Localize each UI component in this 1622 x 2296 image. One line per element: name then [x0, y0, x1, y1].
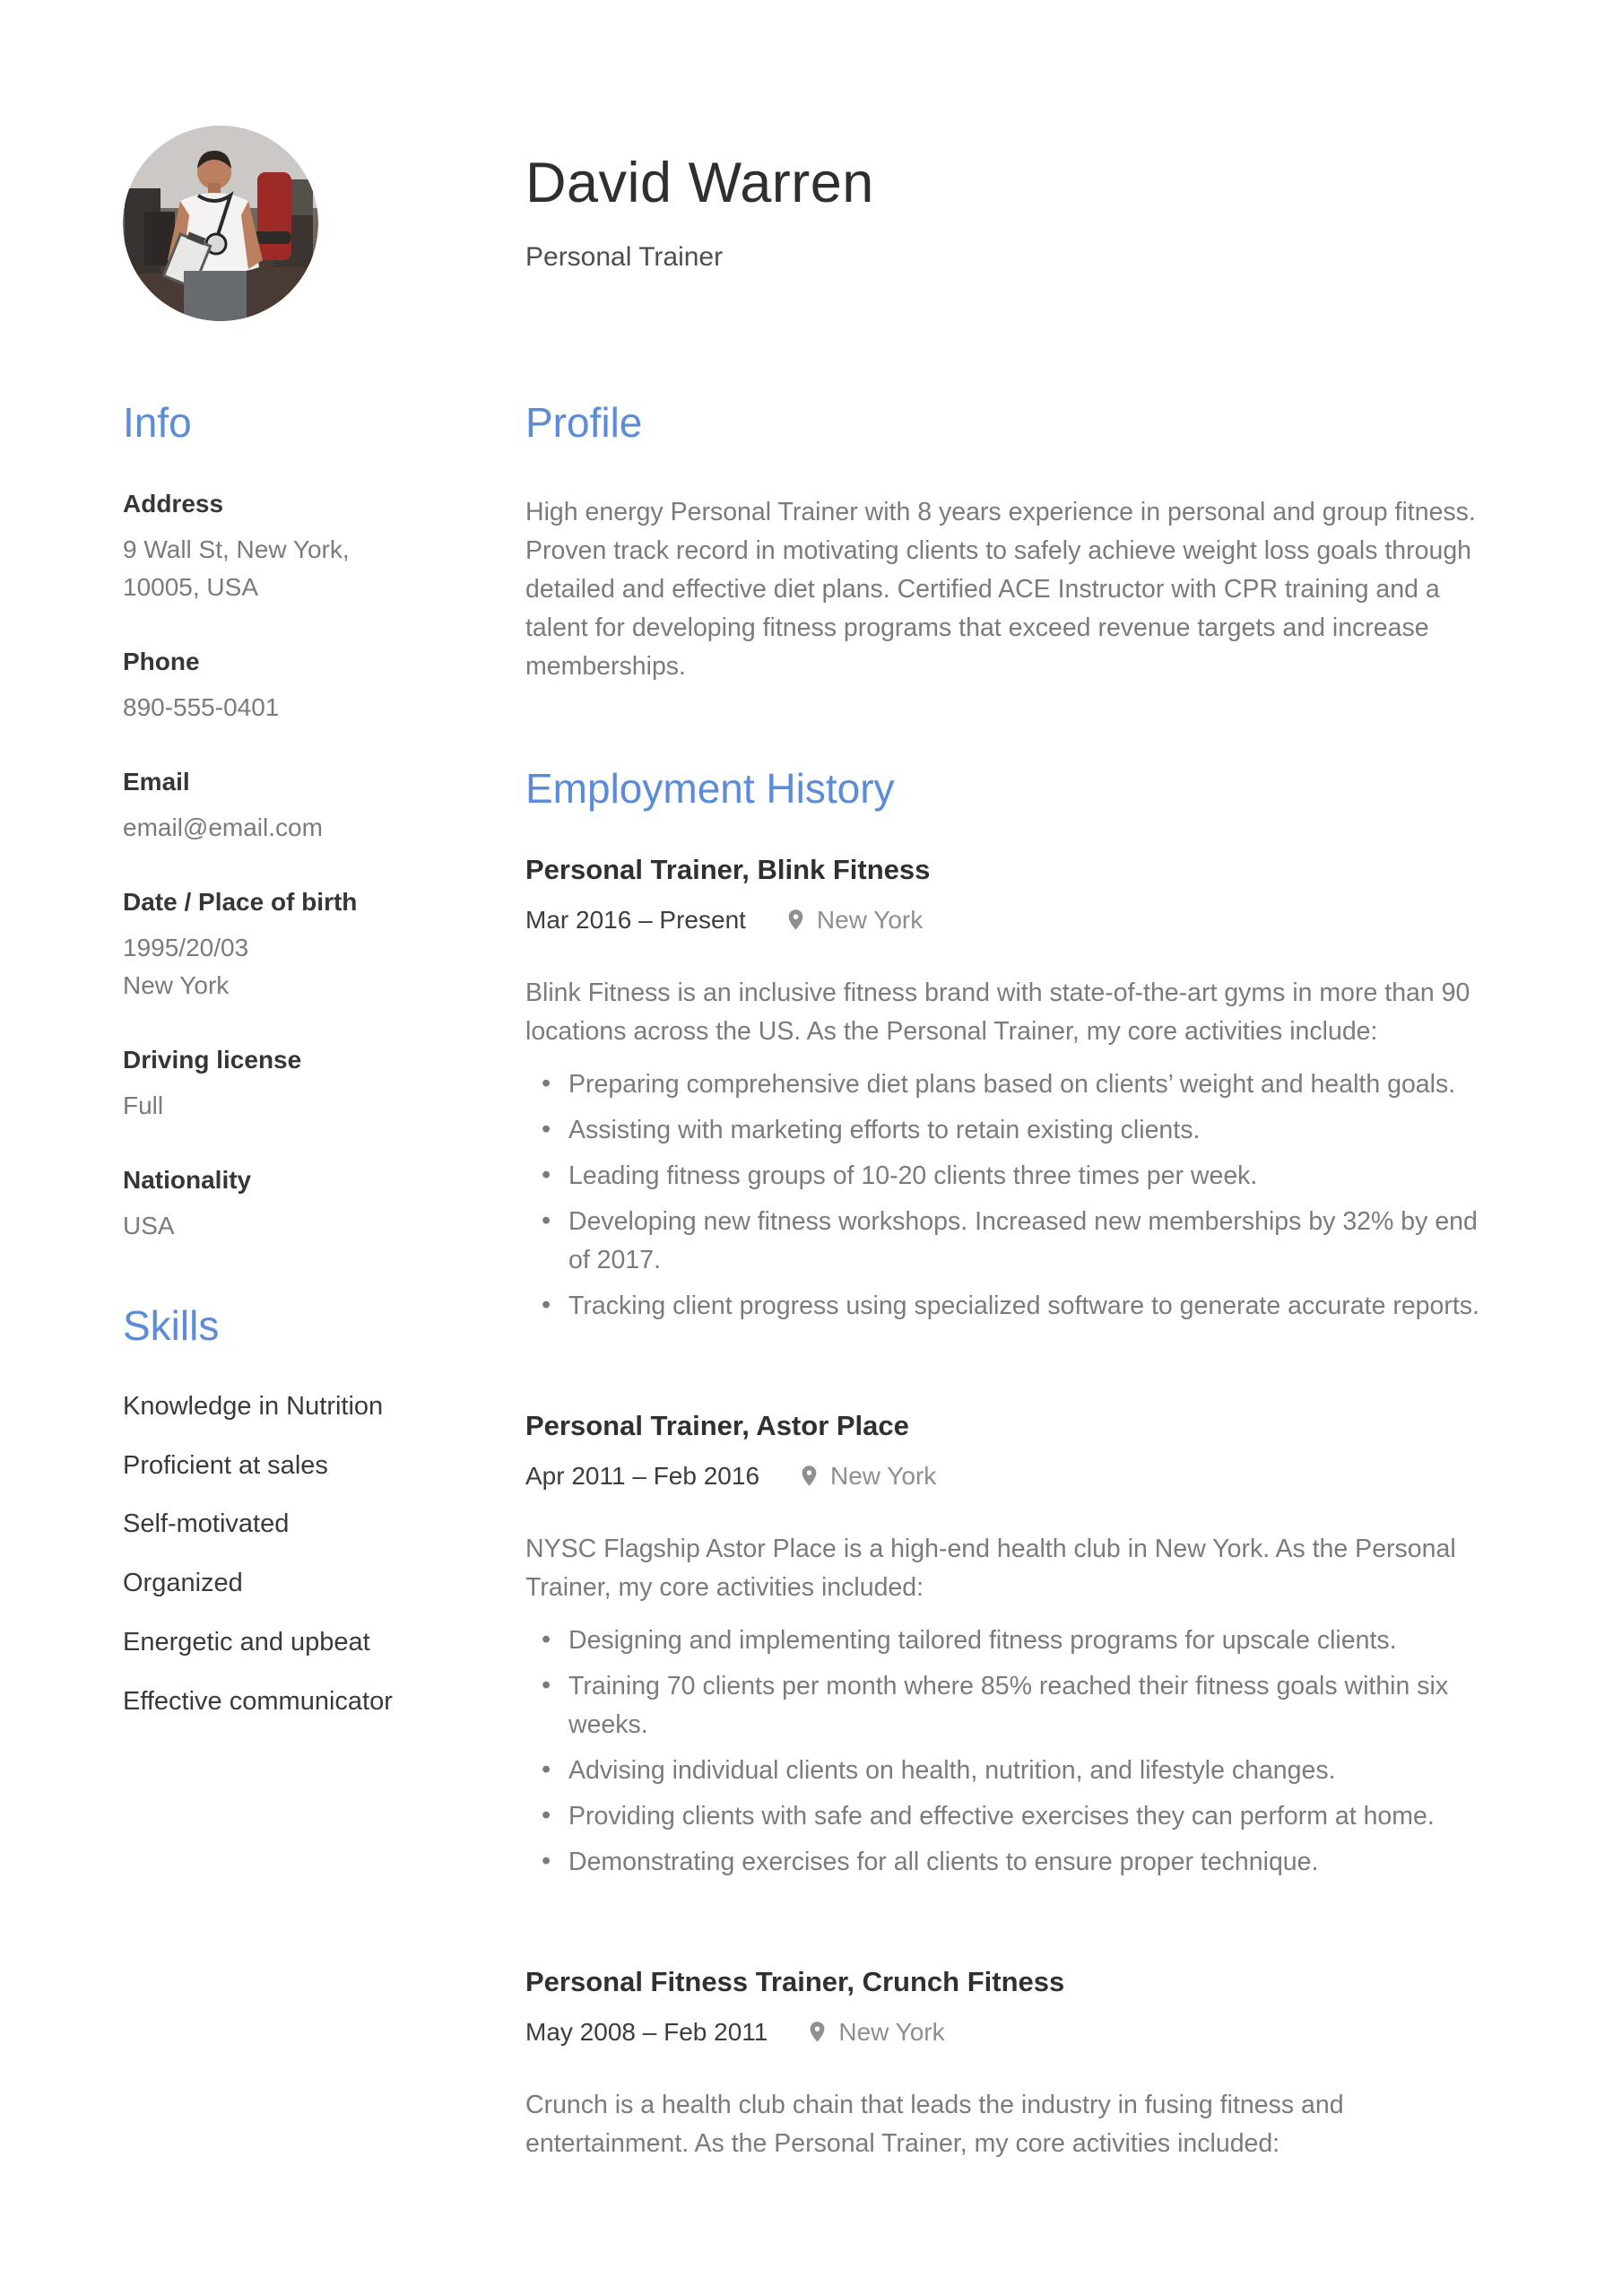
info-value: Full: [123, 1091, 164, 1119]
header: [123, 126, 1622, 399]
info-group-phone: [123, 648, 472, 726]
info-value: New York: [123, 970, 230, 999]
info-group-email: [123, 768, 472, 847]
job-meta: [525, 2018, 1490, 2047]
job-title: Personal Trainer, Astor Place: [525, 1409, 909, 1441]
skill-item: Self-motivated: [123, 1509, 290, 1539]
job-bullet: • Training 70 clients per month where 85% reached their fitness goals within six weeks.: [568, 1667, 1490, 1744]
info-value: 10005, USA: [123, 572, 258, 601]
info-label: Nationality: [123, 1165, 252, 1194]
info-group-driving-license: [123, 1046, 472, 1125]
job-dates: Mar 2016 – Present: [525, 905, 746, 934]
skills-heading: Skills: [123, 1301, 220, 1349]
info-group-nationality: [123, 1166, 472, 1245]
job-bullet: • Demonstrating exercises for all clients to ensure proper technique.: [568, 1843, 1490, 1882]
info-label: Address: [123, 489, 224, 517]
main-column: [525, 399, 1499, 2163]
job-location: New York: [816, 905, 924, 934]
job-bullet: • Preparing comprehensive diet plans based on clients’ weight and health goals.: [568, 1065, 1490, 1104]
info-group-address: [123, 490, 472, 606]
info-label: Email: [123, 767, 190, 796]
info-label: Date / Place of birth: [123, 887, 358, 916]
info-label: Phone: [123, 647, 200, 675]
job-title: Personal Fitness Trainer, Crunch Fitness: [525, 1965, 1065, 1997]
skill-item: Effective communicator: [123, 1686, 393, 1716]
job-bullet-list: [525, 1065, 1490, 1326]
job-title: Personal Trainer, Blink Fitness: [525, 853, 931, 885]
job-bullet: • Tracking client progress using specialized software to generate accurate reports.: [568, 1287, 1490, 1326]
job-description: Blink Fitness is an inclusive fitness brand with state-of-the-art gyms in more than 90 locations across the US. As the Personal Trainer, my core activities include:: [525, 978, 1470, 1046]
job-entry-blink-fitness: [525, 854, 1490, 1326]
job-description: NYSC Flagship Astor Place is a high-end health club in New York. As the Personal Trainer, my core activities included:: [525, 1534, 1456, 1602]
job-entry-astor-place: [525, 1410, 1490, 1882]
skill-item: Organized: [123, 1569, 243, 1598]
job-dates: Apr 2011 – Feb 2016: [525, 1461, 760, 1490]
job-meta: [525, 906, 1490, 935]
info-value: USA: [123, 1211, 175, 1239]
job-location: New York: [830, 1461, 937, 1490]
job-dates: May 2008 – Feb 2011: [525, 2017, 768, 2046]
profile-heading: Profile: [525, 399, 643, 446]
skills-list: [123, 1391, 472, 1718]
skill-item: Energetic and upbeat: [123, 1627, 370, 1657]
info-value: 9 Wall St, New York,: [123, 535, 350, 563]
info-value: 1995/20/03: [123, 933, 249, 961]
info-heading: Info: [123, 399, 192, 446]
job-meta: [525, 1462, 1490, 1491]
job-location: New York: [838, 2017, 945, 2046]
job-bullet: • Assisting with marketing efforts to retain existing clients.: [568, 1111, 1490, 1150]
info-label: Driving license: [123, 1045, 302, 1074]
job-bullet: • Designing and implementing tailored fitness programs for upscale clients.: [568, 1622, 1490, 1660]
job-description: Crunch is a health club chain that leads the industry in fusing fitness and entertainment. As the Personal Trainer, my core activities included:: [525, 2090, 1344, 2158]
profile-photo-illustration: [123, 126, 318, 321]
job-bullet: • Developing new fitness workshops. Increased new memberships by 32% by end of 2017.: [568, 1203, 1490, 1280]
name-cell: [525, 126, 1499, 399]
location-pin-icon: [805, 2020, 829, 2044]
job-bullet: • Leading fitness groups of 10-20 clients three times per week.: [568, 1157, 1490, 1196]
job-entry-crunch-fitness: [525, 1966, 1490, 2163]
info-value: 890-555-0401: [123, 692, 280, 721]
job-bullet: • Providing clients with safe and effective exercises they can perform at home.: [568, 1797, 1490, 1836]
profile-text: High energy Personal Trainer with 8 years experience in personal and group fitness. Proven track record in motivating clients to safely achieve weight loss goals through detailed and effective diet plans. Certified ACE Instructor with CPR training and a talent for developing fitness programs that exceed revenue targets and increase memberships.: [525, 497, 1476, 681]
skill-item: Knowledge in Nutrition: [123, 1391, 384, 1421]
person-name: David Warren: [525, 152, 874, 214]
info-value: email@email.com: [123, 813, 323, 841]
sidebar: [123, 399, 525, 2163]
employment-history-heading: Employment History: [525, 764, 895, 812]
job-bullet-list: [525, 1622, 1490, 1882]
skill-item: Proficient at sales: [123, 1450, 328, 1480]
body: [123, 399, 1622, 2163]
profile-photo: [123, 126, 318, 321]
job-bullet: • Advising individual clients on health, nutrition, and lifestyle changes.: [568, 1752, 1490, 1790]
person-title: Personal Trainer: [525, 242, 724, 272]
location-pin-icon: [784, 908, 808, 932]
info-group-birth: [123, 888, 472, 1004]
location-pin-icon: [797, 1464, 821, 1488]
photo-cell: [123, 126, 525, 399]
